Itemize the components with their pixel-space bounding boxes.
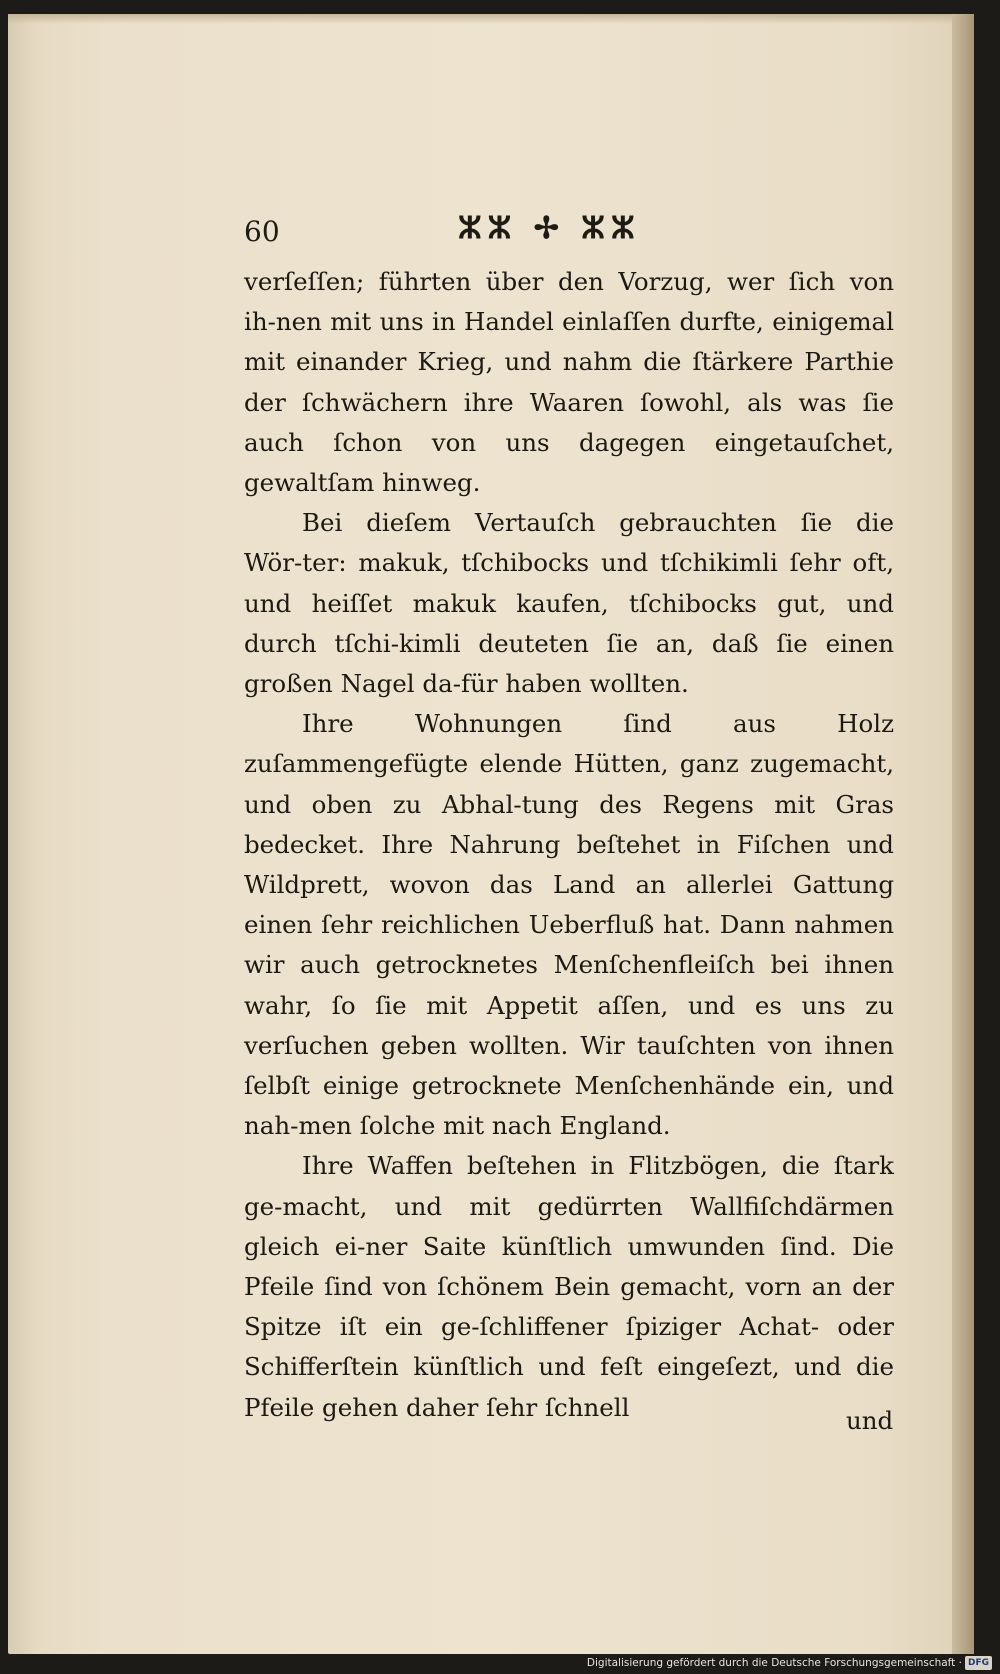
digitization-credit [587,1654,992,1672]
paragraph-1: verſeſſen; führten über den Vorzug, wer ſich von ih‑nen mit uns in Handel einlaſſen durfte, einigemal mit einander Krieg, und nahm die ſtärkere Parthie der ſchwächern ihre Waaren ſowohl, als was ſie auch ſchon von uns dagegen eingetauſchet, gewaltſam hinweg. [244,267,894,498]
page-header [244,211,894,255]
header-ornament: ⵣⵣ ✢ ⵣⵣ [458,211,641,246]
paragraph-2: Bei dieſem Vertauſch gebrauchten ſie die Wör‑ter: makuk, tſchibocks und tſchikimli ſehr oft, und heiſſet makuk kaufen, tſchibocks gut, und durch tſchi‑kimli deuteten ſie an, daß ſie einen großen Nagel da‑für haben wollten. [244,508,894,699]
body-text [244,262,894,1428]
catchword: und [846,1406,894,1435]
page-number: 60 [244,215,280,248]
paragraph-3: Ihre Wohnungen ſind aus Holz zuſammengefügte elende Hütten, ganz zugemacht, und oben zu Abhal‑tung des Regens mit Gras bedecket. Ihre Nahrung beſtehet in Fiſchen und Wildprett, wovon das Land an allerlei Gattung einen ſehr reichlichen Ueberfluß hat. Dann nahmen wir auch getrocknetes Menſchenfleiſch bei ihnen wahr, ſo ſie mit Appetit aſſen, und es uns zu verſuchen geben wollten. Wir tauſchten von ihnen ſelbſt einige getrocknete Menſchenhände ein, und nah‑men ſolche mit nach England. [244,709,894,1141]
credit-text: Digitalisierung gefördert durch die Deutsche Forschungsgemeinschaft · [586,1657,962,1669]
dfg-logo: DFG [965,1656,992,1670]
paragraph-4: Ihre Waffen beſtehen in Flitzbögen, die ſtark ge‑macht, und mit gedürrten Wallfiſchdärmen gleich ei‑ner Saite künſtlich umwunden ſind. Die Pfeile ſind von ſchönem Bein gemacht, vorn an der Spitze iſt ein ge‑ſchliffener ſpiziger Achat‑ oder Schifferſtein künſtlich und feſt eingeſezt, und die Pfeile gehen daher ſehr ſchnell [244,1151,894,1422]
page-right-edge [952,14,974,1654]
page-top-shadow [8,14,974,24]
